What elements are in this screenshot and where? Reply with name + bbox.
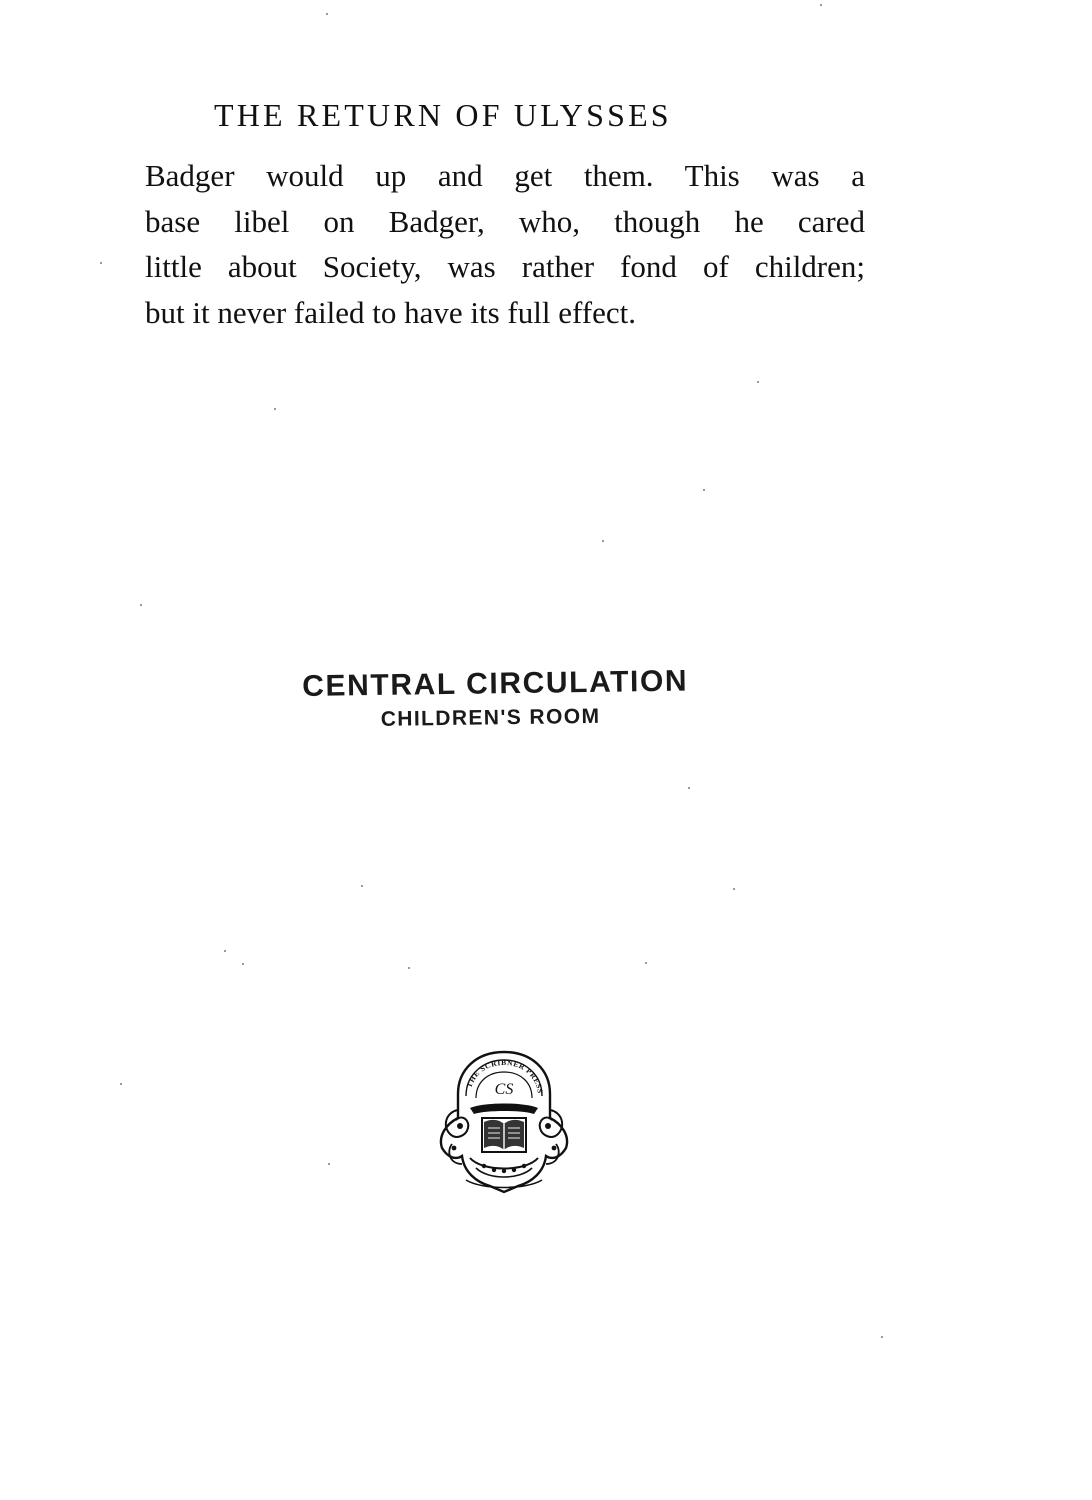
scan-speck — [703, 489, 705, 491]
scan-speck — [733, 888, 735, 890]
scan-speck — [688, 787, 690, 789]
scan-speck — [274, 408, 276, 410]
scan-speck — [881, 1336, 883, 1338]
running-head: THE RETURN OF ULYSSES — [214, 97, 672, 133]
body-line: base libel on Badger, who, though he cared — [145, 203, 865, 239]
scan-speck — [140, 604, 142, 606]
stamp-line-central-circulation: CENTRAL CIRCULATION — [302, 664, 689, 703]
scan-speck — [820, 4, 822, 6]
scan-speck — [361, 885, 363, 887]
publisher-emblem-icon — [436, 1048, 572, 1196]
body-line: but it never failed to have its full effect. — [145, 294, 636, 330]
scan-speck — [602, 540, 604, 542]
library-stamp — [302, 661, 773, 736]
body-line: Badger would up and get them. This was a — [145, 158, 865, 193]
emblem-monogram: CS — [494, 1081, 514, 1098]
scan-speck — [328, 1163, 330, 1165]
scan-speck — [757, 381, 759, 383]
scan-speck — [120, 1083, 122, 1085]
scan-speck — [408, 967, 410, 969]
scan-speck — [645, 962, 647, 964]
body-paragraph — [145, 153, 865, 335]
stamp-line-childrens-room: CHILDREN'S ROOM — [380, 704, 601, 731]
scan-speck — [326, 13, 328, 15]
emblem-ring-text: THE SCRIBNER PRESS — [464, 1057, 545, 1095]
scan-speck — [242, 963, 244, 965]
scan-speck — [224, 950, 226, 952]
scan-speck — [100, 262, 102, 264]
body-line: little about Society, was rather fond of children; — [145, 249, 865, 284]
